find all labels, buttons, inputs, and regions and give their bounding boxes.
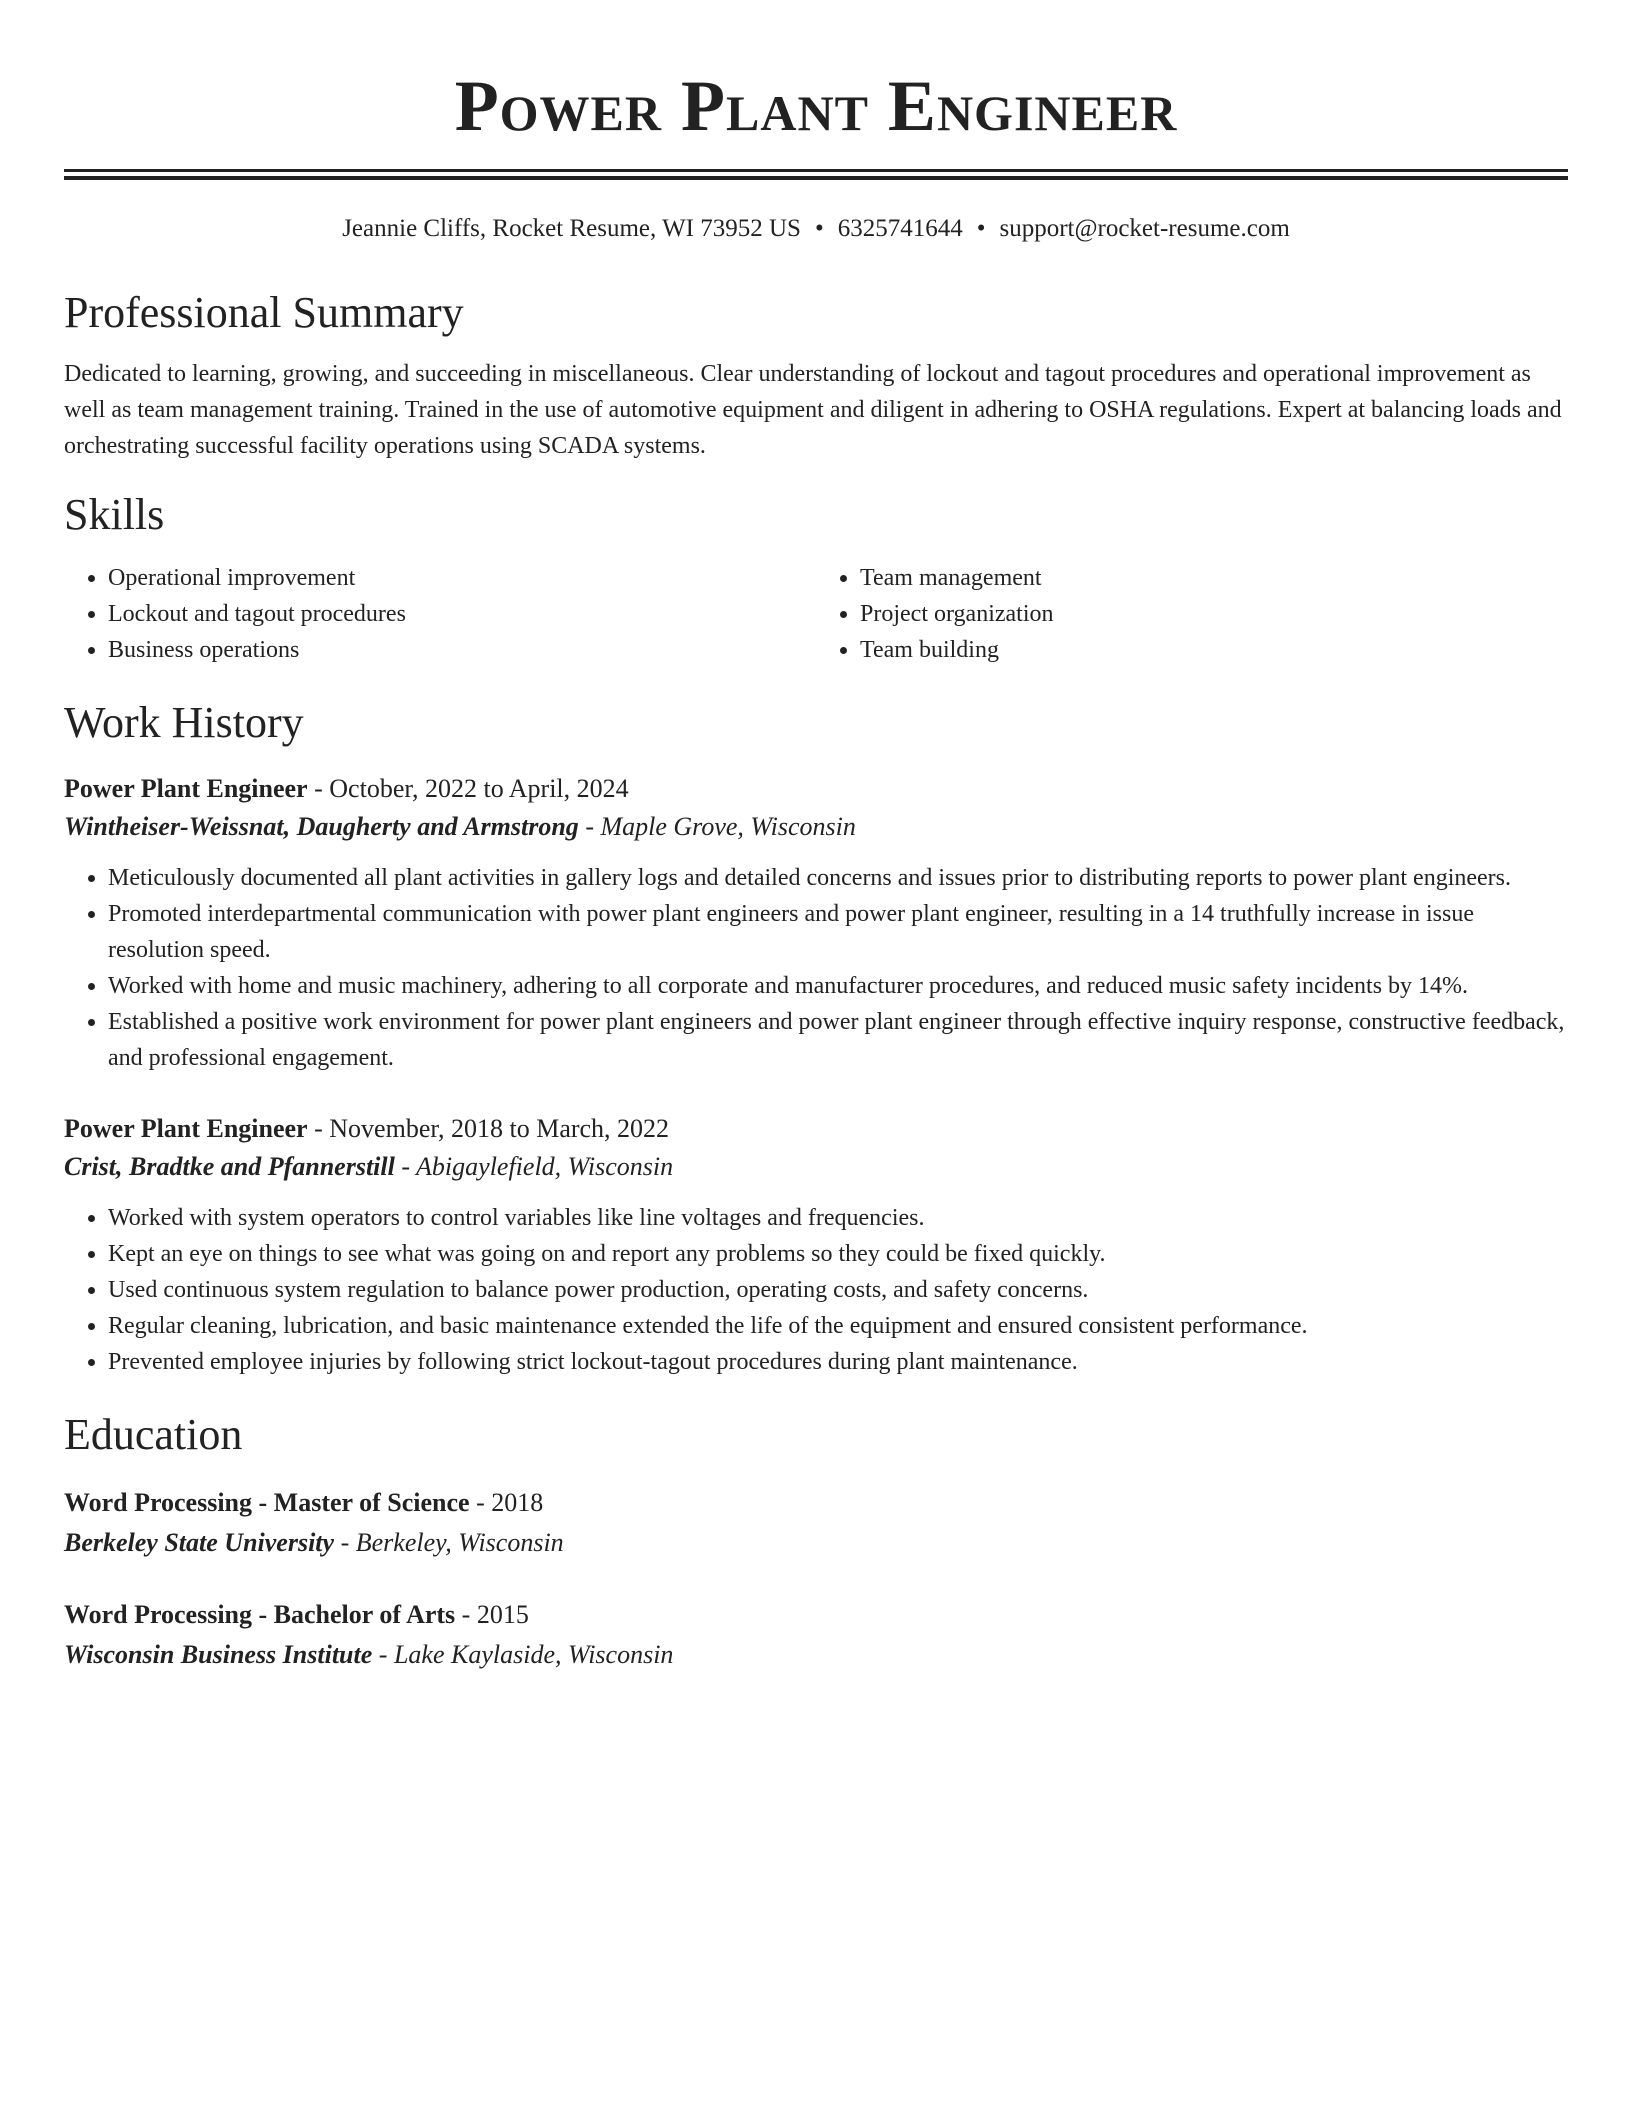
education-location: Lake Kaylaside, Wisconsin — [393, 1640, 674, 1669]
job-bullet: • Worked with system operators to control variables like line voltages and frequencies. — [108, 1200, 1568, 1236]
dash: - — [307, 1114, 330, 1143]
dash: - — [394, 1152, 417, 1181]
skill-item: • Lockout and tagout procedures — [108, 596, 816, 632]
job-bullet: • Worked with home and music machinery, adhering to all corporate and manufacturer procedures, and reduced music safety incidents by 14%. — [108, 968, 1568, 1004]
education-degree: Word Processing - Bachelor of Arts — [64, 1600, 456, 1629]
dash: - — [334, 1528, 356, 1557]
resume-page — [64, 0, 1568, 1674]
skills-heading: Skills — [64, 490, 165, 539]
job-dates: October, 2022 to April, 2024 — [329, 774, 629, 803]
job-bullets — [64, 1200, 1568, 1380]
skills-list — [64, 560, 1568, 668]
skills-column-left — [64, 560, 816, 668]
summary-text: Dedicated to learning, growing, and succeeding in miscellaneous. Clear understanding of lockout and tagout procedures and operational improvement as well as team management training. Trained in the use of automotive equipment and diligent in adhering to OSHA regulations. Expert at balancing loads and orchestrating successful facility operations using SCADA systems. — [64, 361, 1562, 459]
job-entry — [64, 1110, 1568, 1380]
contact-separator: • — [976, 215, 986, 242]
work-history-heading: Work History — [64, 698, 304, 747]
job-employer — [64, 808, 1568, 846]
job-header — [64, 770, 1568, 808]
dash: - — [469, 1488, 492, 1517]
job-bullet: • Used continuous system regulation to balance power production, operating costs, and safety concerns. — [108, 1272, 1568, 1308]
dash: - — [372, 1640, 394, 1669]
skill-item: • Team management — [860, 560, 1568, 596]
job-title: Power Plant Engineer — [64, 774, 308, 803]
summary-heading: Professional Summary — [64, 288, 464, 337]
dash: - — [307, 774, 330, 803]
education-school-line — [64, 1524, 1568, 1562]
education-year: 2018 — [491, 1488, 544, 1517]
job-bullet: • Promoted interdepartmental communication with power plant engineers and power plant engineer, resulting in a 14 truthfully increase in issue resolution speed. — [108, 896, 1568, 968]
job-company: Wintheiser-Weissnat, Daugherty and Armstrong — [64, 812, 579, 841]
education-header — [64, 1484, 1568, 1522]
education-heading: Education — [64, 1410, 243, 1459]
job-header — [64, 1110, 1568, 1148]
skill-item: • Project organization — [860, 596, 1568, 632]
dash: - — [578, 812, 601, 841]
resume-title: Power Plant Engineer — [454, 66, 1178, 146]
job-bullet: • Regular cleaning, lubrication, and basic maintenance extended the life of the equipment and ensured consistent performance. — [108, 1308, 1568, 1344]
job-location: Abigaylefield, Wisconsin — [416, 1152, 674, 1181]
job-bullet: • Meticulously documented all plant activities in gallery logs and detailed concerns and issues prior to distributing reports to power plant engineers. — [108, 860, 1568, 896]
contact-address: Jeannie Cliffs, Rocket Resume, WI 73952 US — [342, 215, 801, 242]
job-company: Crist, Bradtke and Pfannerstill — [64, 1152, 395, 1181]
education-degree: Word Processing - Master of Science — [64, 1488, 470, 1517]
contact-email: support@rocket-resume.com — [999, 215, 1290, 242]
job-bullet: • Established a positive work environment for power plant engineers and power plant engineer through effective inquiry response, constructive feedback, and professional engagement. — [108, 1004, 1568, 1076]
skill-item: • Team building — [860, 632, 1568, 668]
education-school: Berkeley State University — [64, 1528, 335, 1557]
education-entry — [64, 1484, 1568, 1562]
contact-separator: • — [814, 215, 824, 242]
education-school: Wisconsin Business Institute — [64, 1640, 373, 1669]
skill-item: • Operational improvement — [108, 560, 816, 596]
education-entry — [64, 1596, 1568, 1674]
job-title: Power Plant Engineer — [64, 1114, 308, 1143]
job-bullet: • Prevented employee injuries by following strict lockout-tagout procedures during plant maintenance. — [108, 1344, 1568, 1380]
job-location: Maple Grove, Wisconsin — [600, 812, 856, 841]
skill-item: • Business operations — [108, 632, 816, 668]
skills-column-right — [816, 560, 1568, 668]
job-dates: November, 2018 to March, 2022 — [329, 1114, 670, 1143]
title-divider — [64, 169, 1568, 180]
job-entry — [64, 770, 1568, 1076]
job-bullets — [64, 860, 1568, 1076]
job-bullet: • Kept an eye on things to see what was going on and report any problems so they could be fixed quickly. — [108, 1236, 1568, 1272]
education-school-line — [64, 1636, 1568, 1674]
education-year: 2015 — [476, 1600, 529, 1629]
dash: - — [455, 1600, 477, 1629]
education-location: Berkeley, Wisconsin — [355, 1528, 564, 1557]
contact-line — [64, 212, 1568, 246]
job-employer — [64, 1148, 1568, 1186]
education-header — [64, 1596, 1568, 1634]
contact-phone: 6325741644 — [837, 215, 963, 242]
